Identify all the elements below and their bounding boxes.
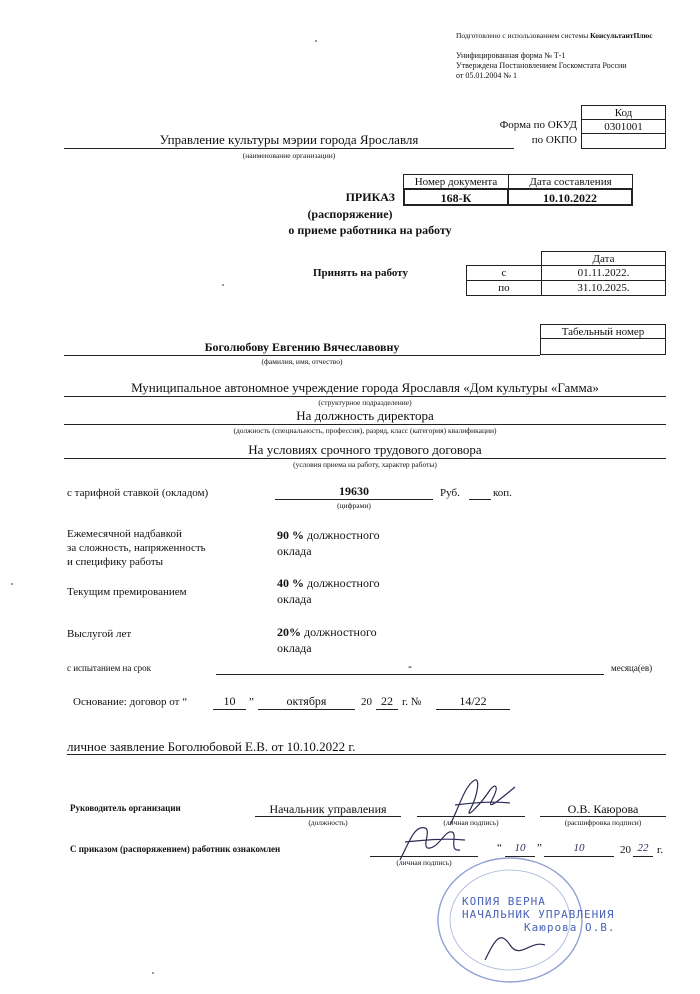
basis-statement: личное заявление Боголюбовой Е.В. от 10.10.2022 г.	[67, 739, 356, 754]
allowance-2-text2: оклада	[277, 592, 312, 606]
probation-underline	[216, 674, 604, 675]
ack-year-suffix: 22	[637, 842, 649, 854]
kod-header: Код	[581, 105, 666, 120]
form-line-1: Унифицированная форма № Т-1	[456, 51, 566, 60]
tab-number-header: Табельный номер	[540, 324, 666, 339]
kop-label: коп.	[493, 487, 512, 499]
ack-quote-open: “	[497, 842, 502, 854]
doc-number-header: Номер документа	[403, 174, 509, 189]
organization-name: Управление культуры мэрии города Ярославля	[159, 132, 419, 147]
tab-number-value	[540, 338, 666, 355]
scan-speck	[315, 40, 317, 42]
basis-number-underline	[436, 709, 510, 710]
allowance-1-label-line2: за сложность, напряженность	[67, 542, 206, 554]
hire-label: Принять на работу	[313, 267, 408, 279]
form-line-2: Утверждена Постановлением Госкомстата России	[456, 61, 627, 70]
hire-date-header: Дата	[541, 251, 666, 266]
name-caption: (расшифровка подписи)	[564, 818, 642, 827]
head-position: Начальник управления	[269, 802, 387, 816]
basis-year-prefix: 20	[361, 696, 372, 708]
ack-year-prefix: 20	[620, 844, 631, 856]
okud-label: Форма по ОКУД	[499, 119, 577, 131]
basis-year-unit: г. №	[402, 696, 422, 708]
allowance-2-value	[277, 575, 380, 607]
prepared-note	[456, 31, 653, 40]
salary-label: с тарифной ставкой (окладом)	[67, 487, 209, 499]
organization-underline	[64, 148, 514, 149]
probation-unit: месяца(ев)	[611, 663, 653, 673]
department: Муниципальное автономное учреждение города Ярославля «Дом культуры «Гамма»	[131, 380, 599, 395]
probation-label: с испытанием на срок	[67, 663, 151, 673]
ack-signature-caption: (личная подпись)	[396, 858, 452, 867]
hire-from-label: с	[466, 265, 542, 281]
order-heading: о приеме работника на работу	[288, 223, 452, 237]
basis-month: октября	[286, 694, 327, 708]
salary-underline	[275, 499, 433, 500]
employee-caption: (фамилия, имя, отчество)	[261, 357, 343, 366]
okud-value: 0301001	[581, 119, 666, 134]
basis-day: 10	[223, 694, 236, 708]
ack-month: 10	[573, 842, 585, 854]
statement-underline	[67, 754, 666, 755]
allowance-1-percent: 90 %	[277, 528, 304, 542]
allowance-1-text2: оклада	[277, 544, 312, 558]
head-name: О.В. Каюрова	[567, 802, 639, 816]
allowance-1-label-line1: Ежемесячной надбавкой	[67, 528, 182, 540]
scan-speck	[152, 972, 154, 974]
basis-label: Основание: договор от “	[73, 696, 188, 708]
head-position-underline	[255, 816, 401, 817]
order-subtitle: (распоряжение)	[307, 207, 393, 221]
hire-to-date: 31.10.2025.	[541, 280, 666, 296]
basis-year-underline	[376, 709, 398, 710]
employee-underline	[64, 355, 540, 356]
organization-caption: (наименование организации)	[242, 151, 336, 160]
acquainted-label: С приказом (распоряжением) работник ознакомлен	[70, 844, 281, 854]
allowance-3-text: должностного	[301, 625, 377, 639]
ack-day: 10	[514, 842, 526, 854]
allowance-3-label: Выслугой лет	[67, 628, 132, 640]
basis-number: 14/22	[459, 694, 487, 708]
form-approval-block	[456, 51, 627, 81]
allowance-1-text: должностного	[304, 528, 380, 542]
allowance-2-label: Текущим премированием	[67, 586, 187, 598]
department-underline	[64, 396, 666, 397]
allowance-1-label	[67, 527, 206, 569]
employee-name: Боголюбову Евгению Вячеславовну	[204, 340, 400, 354]
probation-value: -	[408, 659, 412, 673]
doc-date: 10.10.2022	[507, 188, 633, 206]
prepared-text: Подготовлено с использованием системы	[456, 31, 589, 40]
basis-year-suffix: 22	[381, 694, 393, 708]
salary-amount: 19630	[339, 484, 369, 498]
stamp-line-1: КОПИЯ ВЕРНА	[462, 895, 546, 908]
department-caption: (структурное подразделение)	[318, 398, 412, 407]
scan-speck	[222, 284, 224, 286]
ack-year-underline	[633, 856, 653, 857]
conditions: На условиях срочного трудового договора	[248, 442, 482, 457]
allowance-2-percent: 40 %	[277, 576, 304, 590]
okpo-label: по ОКПО	[531, 134, 577, 146]
date-header: Дата составления	[508, 174, 633, 189]
allowance-2-text: должностного	[304, 576, 380, 590]
allowance-3-value	[277, 624, 377, 656]
signature-caption: (личная подпись)	[443, 818, 499, 827]
hire-from-date: 01.11.2022.	[541, 265, 666, 281]
position: На должность директора	[296, 408, 434, 423]
basis-month-underline	[258, 709, 355, 710]
scan-speck	[11, 583, 13, 585]
allowance-1-label-line3: и специфику работы	[67, 556, 164, 568]
position-caption: (должность (специальность, профессия), разряд, класс (категория) квалификации)	[233, 426, 497, 435]
basis-day-underline	[213, 709, 246, 710]
doc-number: 168-К	[403, 188, 509, 206]
conditions-caption: (условия приема на работу, характер работы)	[293, 460, 437, 469]
stamp-text	[462, 895, 615, 934]
basis-quote-close: ”	[249, 696, 254, 708]
head-label: Руководитель организации	[70, 803, 181, 813]
stamp-line-3: Каюрова О.В.	[524, 921, 616, 934]
hire-to-label: по	[466, 280, 542, 296]
rub-label: Руб.	[440, 487, 460, 499]
kop-underline	[469, 499, 491, 500]
allowance-3-percent: 20%	[277, 625, 301, 639]
okpo-value	[581, 133, 666, 149]
prepared-brand: КонсультантПлюс	[590, 31, 653, 40]
order-title: ПРИКАЗ	[345, 190, 395, 204]
allowance-1-value	[277, 527, 380, 559]
ack-quote-close: ”	[537, 842, 542, 854]
head-name-underline	[540, 816, 666, 817]
stamp-line-2: НАЧАЛЬНИК УПРАВЛЕНИЯ	[462, 908, 615, 921]
allowance-3-text2: оклада	[277, 641, 312, 655]
position-caption: (должность)	[308, 818, 348, 827]
position-underline	[64, 424, 666, 425]
ack-year-unit: г.	[657, 844, 664, 856]
salary-caption: (цифрами)	[337, 501, 371, 510]
conditions-underline	[64, 458, 666, 459]
form-line-3: от 05.01.2004 № 1	[456, 71, 518, 80]
